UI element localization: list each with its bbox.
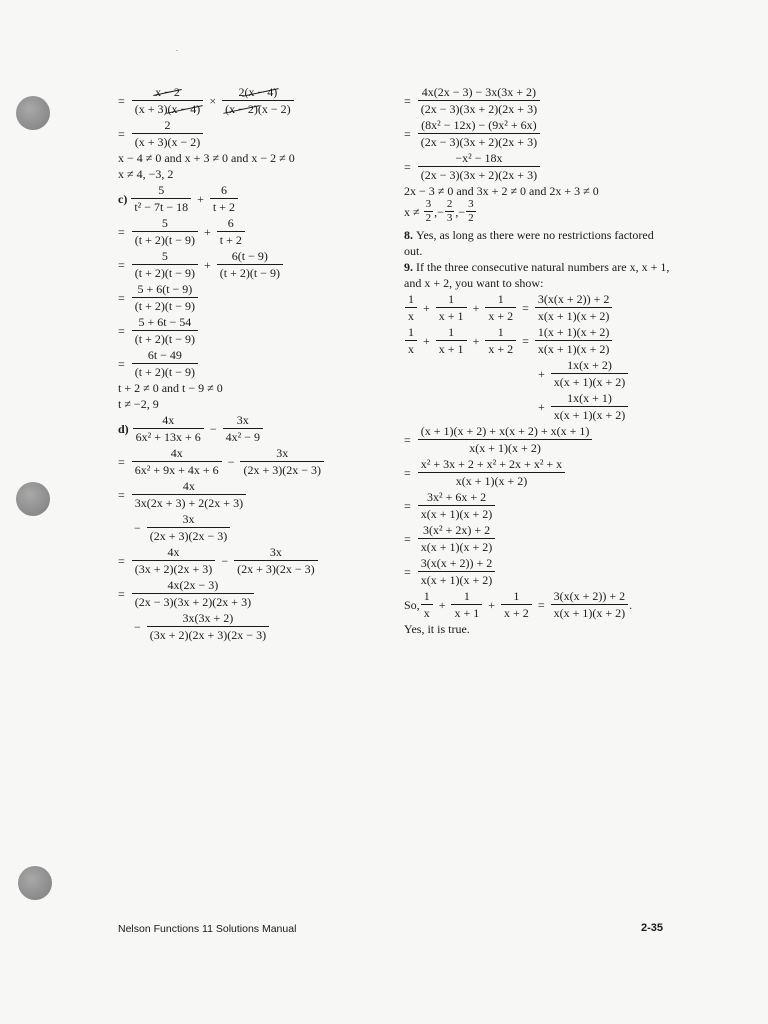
text-line: t ≠ −2, 9: [118, 397, 159, 411]
fraction: $\frac{5}{(t + 2)(t - 9)}$: [132, 249, 198, 280]
part-d-line: d) 4x 6x² + 13x + 6 − $\frac{3x}{\text{4x² − 9}}$: [118, 412, 380, 445]
math-line: = $\frac{\text{x² + 3x + 2 + x² + 2x + x² + x}}{x(x + 1)(x + 2)}$: [404, 456, 670, 489]
math-line: = $\frac{6t - 49}{(t + 2)(t - 9)}$: [118, 347, 380, 380]
fraction: $\frac{5}{(t + 2)(t - 9)}$: [132, 216, 198, 247]
fraction: $\frac{3x}{\text{4x² − 9}}$: [223, 413, 263, 444]
fraction: $\frac{3x}{(2x + 3)(2x - 3)}$: [240, 446, 324, 477]
math-line: = $\frac{5}{(t + 2)(t - 9)}$ + $\frac{6}{t + 2}$: [118, 215, 380, 248]
fraction: $\frac{4x}{(3x + 2)(2x + 3)}$: [132, 545, 216, 576]
fraction: $\frac{\text{(8x² − 12x) − (9x² + 6x)}}{(2x - 3)(3x + 2)(2x + 3)}$: [418, 118, 540, 149]
conclusion-line: So, 1 x + $\frac{1}{x + 1}$ + $\frac{1}{x + 2}$ = $\frac{3(x(x + 2)) + 2}{x(x + 1)(x + 2)}$ .: [404, 589, 633, 620]
math-line: = $\frac{\text{−x² − 18x}}{(2x - 3)(3x + 2)(2x + 3)}$: [404, 150, 670, 183]
fraction: $\frac{(x + 1)(x + 2) + x(x + 2) + x(x + 1)}{x(x + 1)(x + 2)}$: [418, 424, 593, 455]
fraction: $\frac{3}{2}$: [468, 198, 474, 224]
math-line: = $\frac{4x}{(3x + 2)(2x + 3)}$ − $\frac{3x}{(2x + 3)(2x - 3)}$: [118, 544, 380, 577]
fraction: $\frac{3(x(x + 2)) + 2}{x(x + 1)(x + 2)}$: [551, 589, 629, 620]
fraction: $\frac{\text{−x² − 18x}}{(2x - 3)(3x + 2)(2x + 3)}$: [418, 151, 540, 182]
fraction: $\frac{6(t - 9)}{(t + 2)(t - 9)}$: [217, 249, 283, 280]
fraction: $\frac{1}{x + 2}$: [501, 589, 532, 620]
math-line: = $\frac{2}{(x + 3)(x - 2)}$: [118, 117, 380, 150]
fraction: $\frac{\text{3x² + 6x + 2}}{x(x + 1)(x + 2)}$: [418, 490, 496, 521]
math-line: + $\frac{1x(x + 1)}{x(x + 1)(x + 2)}$: [538, 390, 670, 423]
fraction: 1 x: [405, 292, 417, 323]
text-line: 2x − 3 ≠ 0 and 3x + 2 ≠ 0 and 2x + 3 ≠ 0: [404, 184, 599, 198]
math-line: = $\frac{3(x(x + 2)) + 2}{x(x + 1)(x + 2)}$: [404, 555, 670, 588]
math-line: − $\frac{3x(3x + 2)}{(3x + 2)(2x + 3)(2x - 3)}$: [134, 610, 380, 643]
binder-hole-top: [16, 96, 50, 130]
question-8: 8. Yes, as long as there were no restrictions factored out.: [404, 228, 654, 258]
fraction: $\frac{4x}{\text{6x² + 9x + 4x + 6}}$: [132, 446, 222, 477]
fraction: $\frac{4x}{3x(2x + 3) + 2(2x + 3)}$: [132, 479, 246, 510]
fraction: 1 x: [405, 325, 417, 356]
math-line: 1 x + $\frac{1}{x + 1}$ + $\frac{1}{x + 2}$ = $\frac{1(x + 1)(x + 2)}{x(x + 1)(x + 2)}$: [404, 324, 670, 357]
fraction: $\frac{x - 2}{(x + 3)(x - 4)}$: [132, 85, 204, 116]
question-9: 9. If the three consecutive natural numbers are x, x + 1, and x + 2, you want to show:: [404, 260, 670, 290]
fraction: 3 2: [425, 198, 432, 224]
binder-hole-middle: [16, 482, 50, 516]
fraction: $\frac{1}{x + 1}$: [436, 325, 467, 356]
fraction: $\frac{3x(3x + 2)}{(3x + 2)(2x + 3)(2x - 3)}$: [147, 611, 269, 642]
fraction: $\frac{4x(2x - 3) - 3x(3x + 2)}{(2x - 3)(3x + 2)(2x + 3)}$: [418, 85, 540, 116]
right-column: [404, 84, 670, 637]
math-line: − $\frac{3x}{(2x + 3)(2x - 3)}$: [134, 511, 380, 544]
fraction: $\frac{5 + 6(t - 9)}{(t + 2)(t - 9)}$: [132, 282, 198, 313]
binder-hole-bottom: [18, 866, 52, 900]
fraction: $\frac{4x(2x - 3)}{(2x - 3)(3x + 2)(2x + 3)}$: [132, 578, 254, 609]
fraction: $\frac{6}{t + 2}$: [210, 183, 238, 214]
math-line: = $\frac{x - 2}{(x + 3)(x - 4)}$ × $\frac{2(x - 4)}{(x - 2)(x - 2)}$: [118, 84, 380, 117]
fraction: $\frac{1x(x + 1)}{x(x + 1)(x + 2)}$: [551, 391, 629, 422]
fraction: $\frac{2}{(x + 3)(x - 2)}$: [132, 118, 204, 149]
math-line: + $\frac{1x(x + 2)}{x(x + 1)(x + 2)}$: [538, 357, 670, 390]
math-line: 1 x + $\frac{1}{x + 1}$ + $\frac{1}{x + 2}$ = $\frac{3(x(x + 2)) + 2}{x(x + 1)(x + 2)}$: [404, 291, 670, 324]
text-line: x − 4 ≠ 0 and x + 3 ≠ 0 and x − 2 ≠ 0: [118, 151, 295, 165]
fraction: $\frac{5 + 6t - 54}{(t + 2)(t - 9)}$: [132, 315, 198, 346]
math-line: = $\frac{4x(2x - 3) - 3x(3x + 2)}{(2x - 3)(3x + 2)(2x + 3)}$: [404, 84, 670, 117]
part-c-line: c) 5 t² − 7t − 18 + $\frac{6}{t + 2}$: [118, 182, 380, 215]
part-label: c): [118, 191, 128, 206]
fraction: $\frac{6}{t + 2}$: [217, 216, 245, 247]
fraction: 5 t² − 7t − 18: [131, 183, 191, 214]
scan-speck: [176, 50, 178, 51]
fraction: $\frac{3x}{(2x + 3)(2x - 3)}$: [234, 545, 318, 576]
fraction: $\frac{1}{x + 1}$: [451, 589, 482, 620]
fraction: $\frac{2}{3}$: [446, 198, 453, 224]
fraction: $\frac{1}{x + 1}$: [436, 292, 467, 323]
fraction: $\frac{2(x - 4)}{(x - 2)(x - 2)}$: [222, 85, 294, 116]
fraction: $\frac{1x(x + 2)}{x(x + 1)(x + 2)}$: [551, 358, 629, 389]
footer-book-title: Nelson Functions 11 Solutions Manual: [118, 923, 297, 935]
math-line: = $\frac{4x}{3x(2x + 3) + 2(2x + 3)}$: [118, 478, 380, 511]
fraction: 1 x: [421, 589, 433, 620]
math-line: = $\frac{(x + 1)(x + 2) + x(x + 2) + x(x + 1)}{x(x + 1)(x + 2)}$: [404, 423, 670, 456]
fraction: $\frac{1}{x + 2}$: [485, 325, 516, 356]
math-line: = $\frac{5 + 6(t - 9)}{(t + 2)(t - 9)}$: [118, 281, 380, 314]
math-line: = $\frac{5}{(t + 2)(t - 9)}$ + $\frac{6(t - 9)}{(t + 2)(t - 9)}$: [118, 248, 380, 281]
math-line: = $\frac{4x(2x - 3)}{(2x - 3)(3x + 2)(2x + 3)}$: [118, 577, 380, 610]
text-line: t + 2 ≠ 0 and t − 9 ≠ 0: [118, 381, 223, 395]
fraction: $\frac{3(x(x + 2)) + 2}{x(x + 1)(x + 2)}$: [418, 556, 496, 587]
text-line: x ≠ 4, −3, 2: [118, 167, 174, 181]
math-line: = $\frac{\text{3x² + 6x + 2}}{x(x + 1)(x + 2)}$: [404, 489, 670, 522]
math-line: = $\frac{4x}{\text{6x² + 9x + 4x + 6}}$ − $\frac{3x}{(2x + 3)(2x - 3)}$: [118, 445, 380, 478]
fraction: $\frac{1(x + 1)(x + 2)}{x(x + 1)(x + 2)}$: [535, 325, 613, 356]
fraction: $\frac{3(x(x + 2)) + 2}{x(x + 1)(x + 2)}$: [535, 292, 613, 323]
page-number: 2-35: [641, 922, 664, 934]
fraction: $\frac{6t - 49}{(t + 2)(t - 9)}$: [132, 348, 198, 379]
fraction: 4x 6x² + 13x + 6: [133, 413, 204, 444]
text-line: Yes, it is true.: [404, 622, 470, 636]
left-column: [118, 84, 380, 643]
fraction: $\frac{3x}{(2x + 3)(2x - 3)}$: [147, 512, 231, 543]
part-label: d): [118, 421, 129, 436]
math-line: = $\frac{5 + 6t - 54}{(t + 2)(t - 9)}$: [118, 314, 380, 347]
restriction-line: x ≠ 3 2 , − $\frac{2}{3}$ , − $\frac{3}{2}$: [404, 198, 474, 224]
fraction: $\frac{\text{x² + 3x + 2 + x² + 2x + x² + x}}{x(x + 1)(x + 2)}$: [418, 457, 565, 488]
math-line: = $\frac{\text{(8x² − 12x) − (9x² + 6x)}}{(2x - 3)(3x + 2)(2x + 3)}$: [404, 117, 670, 150]
math-line: = $\frac{\text{3(x² + 2x) + 2}}{x(x + 1)(x + 2)}$: [404, 522, 670, 555]
fraction: $\frac{\text{3(x² + 2x) + 2}}{x(x + 1)(x + 2)}$: [418, 523, 496, 554]
fraction: $\frac{1}{x + 2}$: [485, 292, 516, 323]
